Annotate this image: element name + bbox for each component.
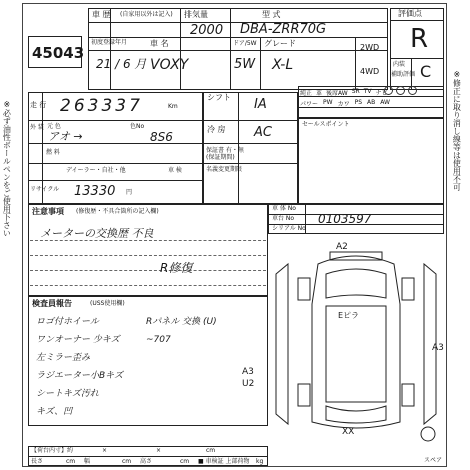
equip-junsei: 純正 <box>300 90 313 97</box>
notes-box <box>28 204 268 296</box>
inspector-line-4: ラジエーター小Bキズ <box>36 371 123 381</box>
loading-label: ■ 車検証 上部荷物 <box>198 458 250 465</box>
recycle-label: リサイクル <box>30 186 60 193</box>
inspector-line-2-extra: ~707 <box>146 335 171 345</box>
car-name-label: 車 名 <box>150 39 169 48</box>
fuel-label: 燃 料 <box>46 149 60 156</box>
inspector-line-5: シートキズ汚れ <box>36 389 99 399</box>
serial-value: 0103597 <box>318 212 372 226</box>
serial-label: 車台 No <box>272 215 295 222</box>
ac-value: AC <box>254 125 272 140</box>
width-label: 幅 <box>84 458 91 465</box>
body-no-label: 車 体 No <box>272 205 296 212</box>
warranty-sub: (保証期間) <box>206 154 235 161</box>
interior-sub: 補助評価 <box>391 71 416 78</box>
grade-value: X-L <box>272 57 294 73</box>
spare-tire <box>421 427 435 441</box>
mileage-label: 走 行 <box>30 101 47 109</box>
cargo-x-2: × <box>156 447 162 454</box>
mark-rear: XX <box>342 427 355 437</box>
width-unit: cm <box>122 458 132 465</box>
right-vertical-note: ※修正に取り消し線等は使用不可 <box>452 70 462 191</box>
history-label: 名義変更期限 <box>206 166 243 173</box>
mark-top: A2 <box>336 242 348 252</box>
color-code-value: 8S6 <box>150 130 173 144</box>
length-label: 長さ <box>31 458 44 465</box>
mileage-value: 263337 <box>60 96 143 116</box>
mileage-unit: Km <box>168 103 178 110</box>
spare-label: スペア <box>424 457 443 464</box>
height-unit: cm <box>180 458 190 465</box>
inspector-line-1: ロゴ付ホイール <box>36 317 99 327</box>
serial-no-label: シリアル No <box>272 225 306 232</box>
mark-right: A3 <box>432 343 444 353</box>
notes-line-1: メーターの交換歴 不良 <box>40 227 154 240</box>
equip-ps: PS <box>354 99 363 106</box>
equip-kawa: 革 <box>316 90 323 97</box>
model-value: DBA-ZRR70G <box>240 22 327 37</box>
sales-point-label: セールスポイント <box>302 121 350 128</box>
cargo-x-1: × <box>102 447 108 454</box>
height-label: 高さ <box>140 458 153 465</box>
car-rear-window <box>326 406 386 423</box>
displacement-label: 排気量 <box>184 10 208 19</box>
left-side-view <box>276 264 288 424</box>
front-left-wheel <box>298 278 310 300</box>
circle-mark <box>384 86 393 95</box>
length-unit: cm <box>66 458 76 465</box>
car-roof <box>326 306 386 402</box>
evaluation-value: R <box>410 24 429 54</box>
rear-left-wheel <box>298 384 310 406</box>
sale-label: デイーラー・自社・他 <box>66 167 126 174</box>
rear-right-wheel <box>402 384 414 406</box>
cargo-cm-top: cm <box>206 447 216 454</box>
color-original-label: 元 色 <box>47 123 61 130</box>
shift-label: シフト <box>207 93 231 102</box>
front-right-wheel <box>402 278 414 300</box>
equip-ab: AB <box>367 99 376 106</box>
equip-rear-aw: 後席AW <box>326 90 348 97</box>
doors-value: 5W <box>234 57 256 72</box>
displacement-value: 2000 <box>190 23 224 38</box>
shift-value: IA <box>254 97 267 112</box>
inspector-sub: (USS使用欄) <box>90 300 125 307</box>
equip-aw: AW <box>380 99 390 106</box>
car-windshield <box>326 269 386 298</box>
inspector-line-3: 左ミラー歪み <box>36 353 91 363</box>
lot-number: 45043 <box>32 44 85 62</box>
model-label: 型 式 <box>262 10 281 19</box>
notes-sub: (修復歴・不具合箇所の記入欄) <box>76 208 159 215</box>
inspector-label: 検査員報告 <box>32 299 72 308</box>
equipment-circles <box>384 86 417 98</box>
notes-label: 注意事項 <box>32 207 64 216</box>
color-code-label: 色No <box>130 123 145 130</box>
inspector-line-2: ワンオーナー 少キズ <box>36 335 120 345</box>
warranty-label: 保証書 有・無 <box>206 147 244 154</box>
equip-power: パワー <box>300 101 319 108</box>
drive-2wd: 2WD <box>360 43 380 52</box>
recycle-value: 13330 <box>74 184 116 199</box>
equipment-row-2 <box>300 99 390 108</box>
maker-sub: (自家用以外は記入) <box>120 11 173 18</box>
ac-label: 冷 房 <box>207 125 226 134</box>
sales-point-box <box>298 118 444 204</box>
mark-ep: Eピラ <box>338 311 360 320</box>
grade-label: グレード <box>264 39 296 48</box>
evaluation-label: 評価点 <box>398 9 422 18</box>
first-reg-value: 21 / 6 月 <box>96 57 147 71</box>
equip-navi: ナビ <box>375 90 388 97</box>
color-label: 外 装 <box>30 124 44 131</box>
doors-label: ドア/5W <box>233 40 257 47</box>
cargo-label: 【荷台内寸】約 <box>31 447 74 454</box>
equip-pw: PW <box>323 99 333 106</box>
equipment-row-1 <box>300 88 388 97</box>
car-diagram <box>268 234 444 446</box>
equip-tv: TV <box>363 88 372 95</box>
color-value: アオ → <box>48 130 83 143</box>
interior-label: 内装 <box>393 61 406 68</box>
interior-value: C <box>420 62 432 81</box>
mark-left-a3: A3 <box>242 367 254 377</box>
mark-left-u2: U2 <box>242 379 255 389</box>
left-vertical-note: ※必ず油性ボールペンをご使用下さい <box>2 100 12 237</box>
kg-label: kg <box>256 458 264 465</box>
equip-sr: SR <box>351 88 360 95</box>
equip-kawa2: カワ <box>337 101 350 108</box>
inspection-label: 車 検 <box>168 167 182 174</box>
maker-label: 車 歴 <box>92 10 111 19</box>
circle-mark <box>396 86 405 95</box>
inspector-line-1-extra: Rパネル 交換 (U) <box>146 317 217 327</box>
notes-line-2: R修復 <box>160 261 193 275</box>
inspector-line-6: キズ、凹 <box>36 407 73 417</box>
recycle-unit: 円 <box>126 189 133 196</box>
circle-mark <box>408 86 417 95</box>
first-reg-label: 初度登録年月 <box>91 39 128 46</box>
header-box <box>88 8 388 90</box>
drive-4wd: 4WD <box>360 67 380 76</box>
car-name-value: VOXY <box>150 57 189 73</box>
